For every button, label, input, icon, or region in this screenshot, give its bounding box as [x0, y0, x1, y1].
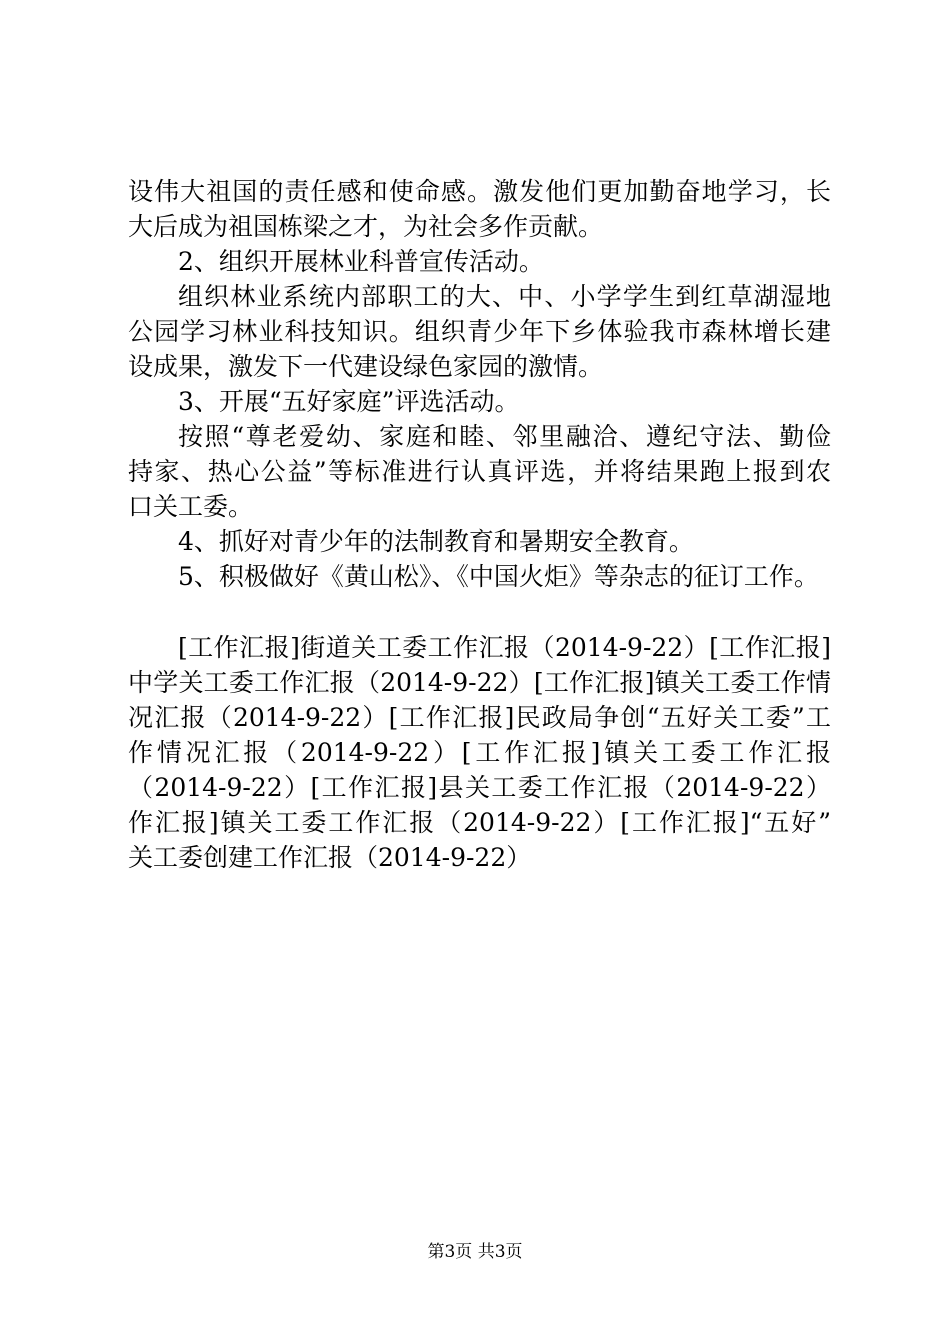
related-links-line: 况汇报（2014-9-22）[工作汇报]民政局争创“五好关工委”工	[128, 703, 831, 732]
section-heading: 4、抓好对青少年的法制教育和暑期安全教育。	[178, 527, 694, 556]
paragraph-line: 公园学习林业科技知识。组织青少年下乡体验我市森林增长建	[128, 317, 831, 346]
page-number-footer: 第3页 共3页	[427, 1242, 523, 1262]
section-heading: 3、开展“五好家庭”评选活动。	[178, 387, 520, 416]
related-links-line: [工作汇报]街道关工委工作汇报（2014-9-22）[工作汇报]	[178, 633, 831, 662]
related-links-line: 作情况汇报（2014-9-22）[工作汇报]镇关工委工作汇报	[128, 738, 831, 767]
paragraph-line: 设伟大祖国的责任感和使命感。激发他们更加勤奋地学习，长	[128, 177, 831, 206]
section-heading: 5、积极做好《黄山松》、《中国火炬》等杂志的征订工作。	[178, 562, 819, 591]
paragraph-line: 按照“尊老爱幼、家庭和睦、邻里融洽、遵纪守法、勤俭	[178, 422, 831, 451]
section-heading: 2、组织开展林业科普宣传活动。	[178, 247, 544, 276]
related-links-line: 作汇报]镇关工委工作汇报（2014-9-22）[工作汇报]“五好”	[128, 808, 831, 837]
paragraph-line: 设成果，激发下一代建设绿色家园的激情。	[128, 352, 604, 381]
paragraph-line: 口关工委。	[128, 492, 254, 521]
related-links-line: 中学关工委工作汇报（2014-9-22）[工作汇报]镇关工委工作情	[128, 668, 831, 697]
related-links-line: 关工委创建工作汇报（2014-9-22）	[128, 843, 532, 872]
paragraph-line: 组织林业系统内部职工的大、中、小学学生到红草湖湿地	[178, 282, 831, 311]
paragraph-line: 大后成为祖国栋梁之才，为社会多作贡献。	[128, 212, 604, 241]
related-links-line: （2014-9-22）[工作汇报]县关工委工作汇报（2014-9-22）	[128, 773, 831, 802]
paragraph-line: 持家、热心公益”等标准进行认真评选，并将结果跑上报到农	[128, 457, 831, 486]
